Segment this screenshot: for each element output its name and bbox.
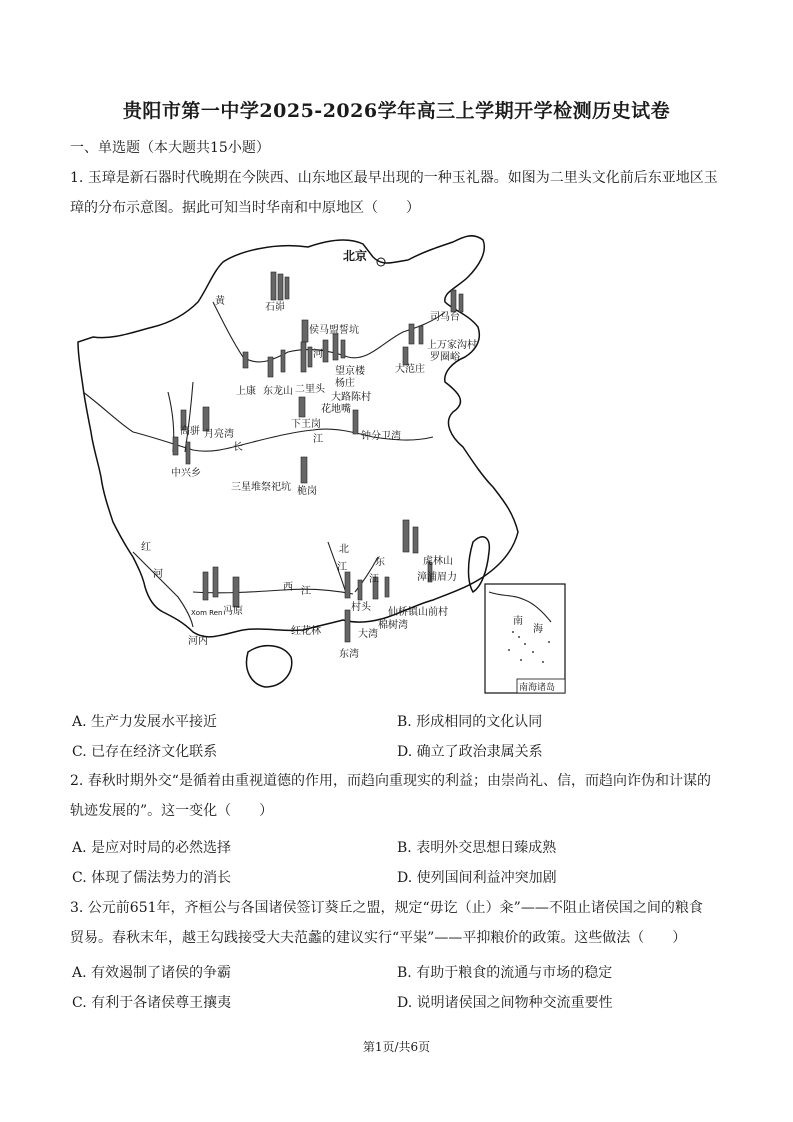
river-label: 江 (313, 434, 323, 445)
site-label: 司马台 (430, 312, 460, 323)
section-heading: 一、单选题（本大题共15小题） (70, 140, 270, 156)
question-2-line-2: 轨迹发展的”。这一变化（ ） (70, 803, 274, 819)
site-label: 河内 (188, 636, 208, 647)
site-label: 棉树湾 (378, 620, 408, 631)
question-2-option-d[interactable]: D. 使列国间利益冲突加剧 (397, 870, 557, 886)
site-label: 桅岗 (297, 486, 317, 497)
question-1-option-c[interactable]: C. 已存在经济文化联系 (72, 744, 218, 760)
site-label: 下王岗 (291, 419, 321, 430)
jade-zhang-distribution-map (73, 232, 573, 695)
question-2-option-b[interactable]: B. 表明外交思想日臻成熟 (397, 840, 557, 856)
site-label: 中兴乡 (171, 468, 201, 479)
map-svg (73, 232, 573, 695)
page-footer: 第1页/共6页 (362, 1040, 431, 1054)
site-label: Xom Ren (191, 609, 223, 617)
inset-label: 海 (533, 624, 543, 635)
site-label: 高骈 (180, 426, 200, 437)
page-title: 贵阳市第一中学2025-2026学年高三上学期开学检测历史试卷 (122, 100, 671, 122)
question-1-text (70, 163, 730, 223)
river-label: 江 (337, 562, 347, 573)
question-1-option-d[interactable]: D. 确立了政治隶属关系 (397, 744, 543, 760)
question-1-line-2: 璋的分布示意图。据此可知当时华南和中原地区（ ） (70, 200, 420, 216)
site-label: 罗圈峪 (430, 352, 460, 363)
river-label: 长 (233, 442, 243, 453)
site-label: 红花林 (291, 626, 321, 637)
inset-title: 南海诸岛 (519, 683, 556, 693)
site-label: 仙桥镇山前村 (388, 607, 448, 618)
site-label: 虎林山 (423, 556, 453, 567)
river-label: 河 (153, 569, 163, 580)
question-3-text (70, 893, 730, 953)
site-label: 三星堆祭祀坑 (231, 482, 291, 493)
question-3-line-2: 贸易。春秋末年，越王勾践接受大夫范蠡的建议实行“平粜”——平抑粮价的政策。这些做法（ ） (70, 930, 687, 946)
river-label: 河 (313, 349, 323, 360)
question-3-option-c[interactable]: C. 有利于各诸侯尊王攘夷 (72, 995, 232, 1011)
question-1-option-a[interactable]: A. 生产力发展水平接近 (72, 714, 218, 730)
question-3-option-b[interactable]: B. 有助于粮食的流通与市场的稳定 (397, 965, 613, 981)
river-label: 红 (141, 542, 151, 553)
question-3-option-d[interactable]: D. 说明诸侯国之间物种交流重要性 (397, 995, 613, 1011)
site-label: 大路陈村 (331, 392, 371, 403)
question-1-option-b[interactable]: B. 形成相同的文化认同 (397, 714, 543, 730)
site-label: 望京楼 (335, 366, 365, 377)
site-label: 漳浦眉力 (417, 572, 457, 583)
river-label: 江 (301, 586, 311, 597)
site-label: 上康 (236, 386, 256, 397)
site-label: 大湾 (358, 629, 378, 640)
site-label: 村头 (351, 602, 371, 613)
river-label: 西 (283, 582, 293, 593)
site-label: 石峁 (265, 302, 285, 313)
site-label: 上万家沟村 (427, 340, 477, 351)
question-2-option-a[interactable]: A. 是应对时局的必然选择 (72, 840, 232, 856)
river-label: 东 (375, 557, 385, 568)
site-label: 杨庄 (335, 378, 355, 389)
question-3-option-a[interactable]: A. 有效遏制了诸侯的争霸 (72, 965, 232, 981)
site-label: 花地嘴 (321, 404, 351, 415)
question-2-text (70, 766, 730, 826)
river-label: 黄 (215, 296, 225, 307)
river-label: 北 (339, 544, 349, 555)
site-label: 东龙山 (263, 386, 293, 397)
question-2-option-c[interactable]: C. 体现了儒法势力的消长 (72, 870, 232, 886)
question-3-line-1: 3. 公元前651年，齐桓公与各国诸侯签订葵丘之盟，规定“毋讫（止）籴”——不阻止诸侯国之间的粮食 (70, 900, 703, 916)
site-label: 钟分卫湾 (361, 431, 401, 442)
capital-label: 北京 (343, 249, 368, 263)
site-label: 大范庄 (395, 364, 425, 375)
site-label: 月亮湾 (204, 429, 234, 440)
site-label: 侯马盟誓坑 (309, 325, 359, 336)
question-2-line-1: 2. 春秋时期外交“是循着由重视道德的作用，而趋向重现实的利益；由崇尚礼、信，而趋向诈伪和计谋的 (70, 773, 711, 789)
question-1-line-1: 1. 玉璋是新石器时代晚期在今陕西、山东地区最早出现的一种玉礼器。如图为二里头文化前后东亚地区玉 (70, 170, 718, 186)
inset-label: 南 (513, 616, 523, 627)
site-label: 冯原 (223, 606, 243, 617)
site-label: 二里头 (295, 384, 325, 395)
river-label: 江 (369, 574, 379, 585)
site-label: 东湾 (339, 649, 359, 660)
